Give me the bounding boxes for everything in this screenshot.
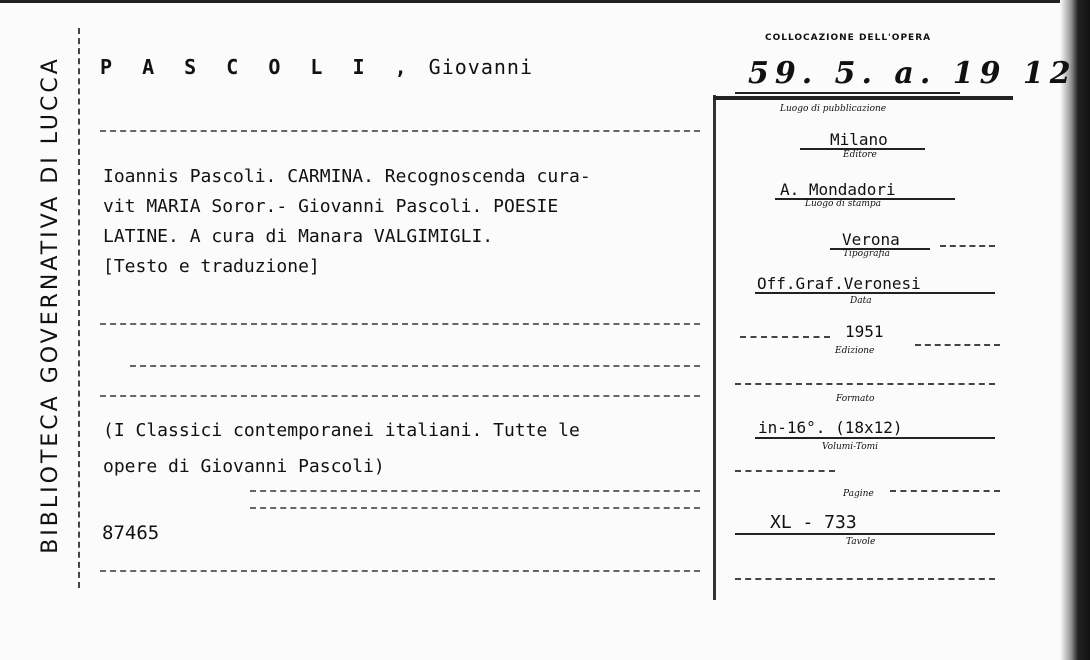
description-line: [Testo e traduzione] (103, 256, 320, 277)
right-column-top-rule (713, 96, 1013, 100)
publisher-value: A. Mondadori (780, 180, 896, 199)
dashed-separator (100, 570, 700, 572)
right-column-rule (713, 95, 716, 600)
dashed-separator (130, 365, 700, 367)
series-note (103, 413, 580, 485)
plates-label: Tavole (846, 537, 876, 547)
printer-underline (755, 292, 995, 294)
edition-label: Edizione (835, 346, 875, 356)
description-line: Ioannis Pascoli. CARMINA. Recognoscenda cura- (103, 166, 591, 187)
dashed-separator (100, 323, 700, 325)
description-line: vit MARIA Soror.- Giovanni Pascoli. POESIE (103, 196, 559, 217)
place-label: Luogo di pubblicazione (780, 104, 887, 114)
dash-fill (735, 578, 995, 580)
dash-fill (740, 336, 830, 338)
publisher-label: Editore (843, 150, 877, 160)
title-description (103, 162, 591, 282)
author-surname: P A S C O L I , (100, 55, 416, 79)
left-margin-rule (78, 28, 80, 588)
pages-underline (735, 533, 995, 535)
dashed-separator (100, 395, 700, 397)
printer-label: Tipografia (843, 249, 890, 259)
volumes-label: Volumi-Tomi (822, 442, 879, 452)
print-place-value: Verona (842, 230, 900, 249)
author-given-name: Giovanni (428, 55, 533, 79)
dash-fill (735, 383, 995, 385)
format-label: Formato (836, 394, 875, 404)
shelfmark-value: 59. 5. a. 19 12 (748, 56, 1077, 91)
description-line: LATINE. A cura di Manara VALGIMIGLI. (103, 226, 494, 247)
dashed-separator (100, 130, 700, 132)
format-underline (755, 437, 995, 439)
dashed-separator (250, 507, 700, 509)
author-heading (100, 55, 533, 79)
place-value: Milano (830, 130, 888, 149)
print-place-label: Luogo di stampa (805, 199, 881, 209)
printer-value: Off.Graf.Veronesi (757, 274, 921, 293)
series-line: (I Classici contemporanei italiani. Tutte le (103, 420, 580, 441)
library-name: BIBLIOTECA GOVERNATIVA DI LUCCA (38, 56, 63, 554)
shelfmark-underline (735, 92, 960, 94)
format-value: in-16°. (18x12) (758, 418, 903, 437)
dash-fill (735, 470, 835, 472)
inventory-number: 87465 (102, 522, 160, 544)
dash-fill (915, 344, 1000, 346)
pages-label: Pagine (843, 489, 874, 499)
dashed-separator (250, 490, 700, 492)
card-right-edge (1060, 0, 1090, 660)
shelfmark-header: COLLOCAZIONE DELL'OPERA (765, 33, 932, 43)
date-label: Data (850, 296, 872, 306)
card-top-edge (0, 0, 1090, 3)
dash-fill (940, 245, 995, 247)
date-value: 1951 (845, 322, 884, 341)
pages-value: XL - 733 (770, 512, 857, 533)
series-line: opere di Giovanni Pascoli) (103, 456, 385, 477)
dash-fill (890, 490, 1000, 492)
